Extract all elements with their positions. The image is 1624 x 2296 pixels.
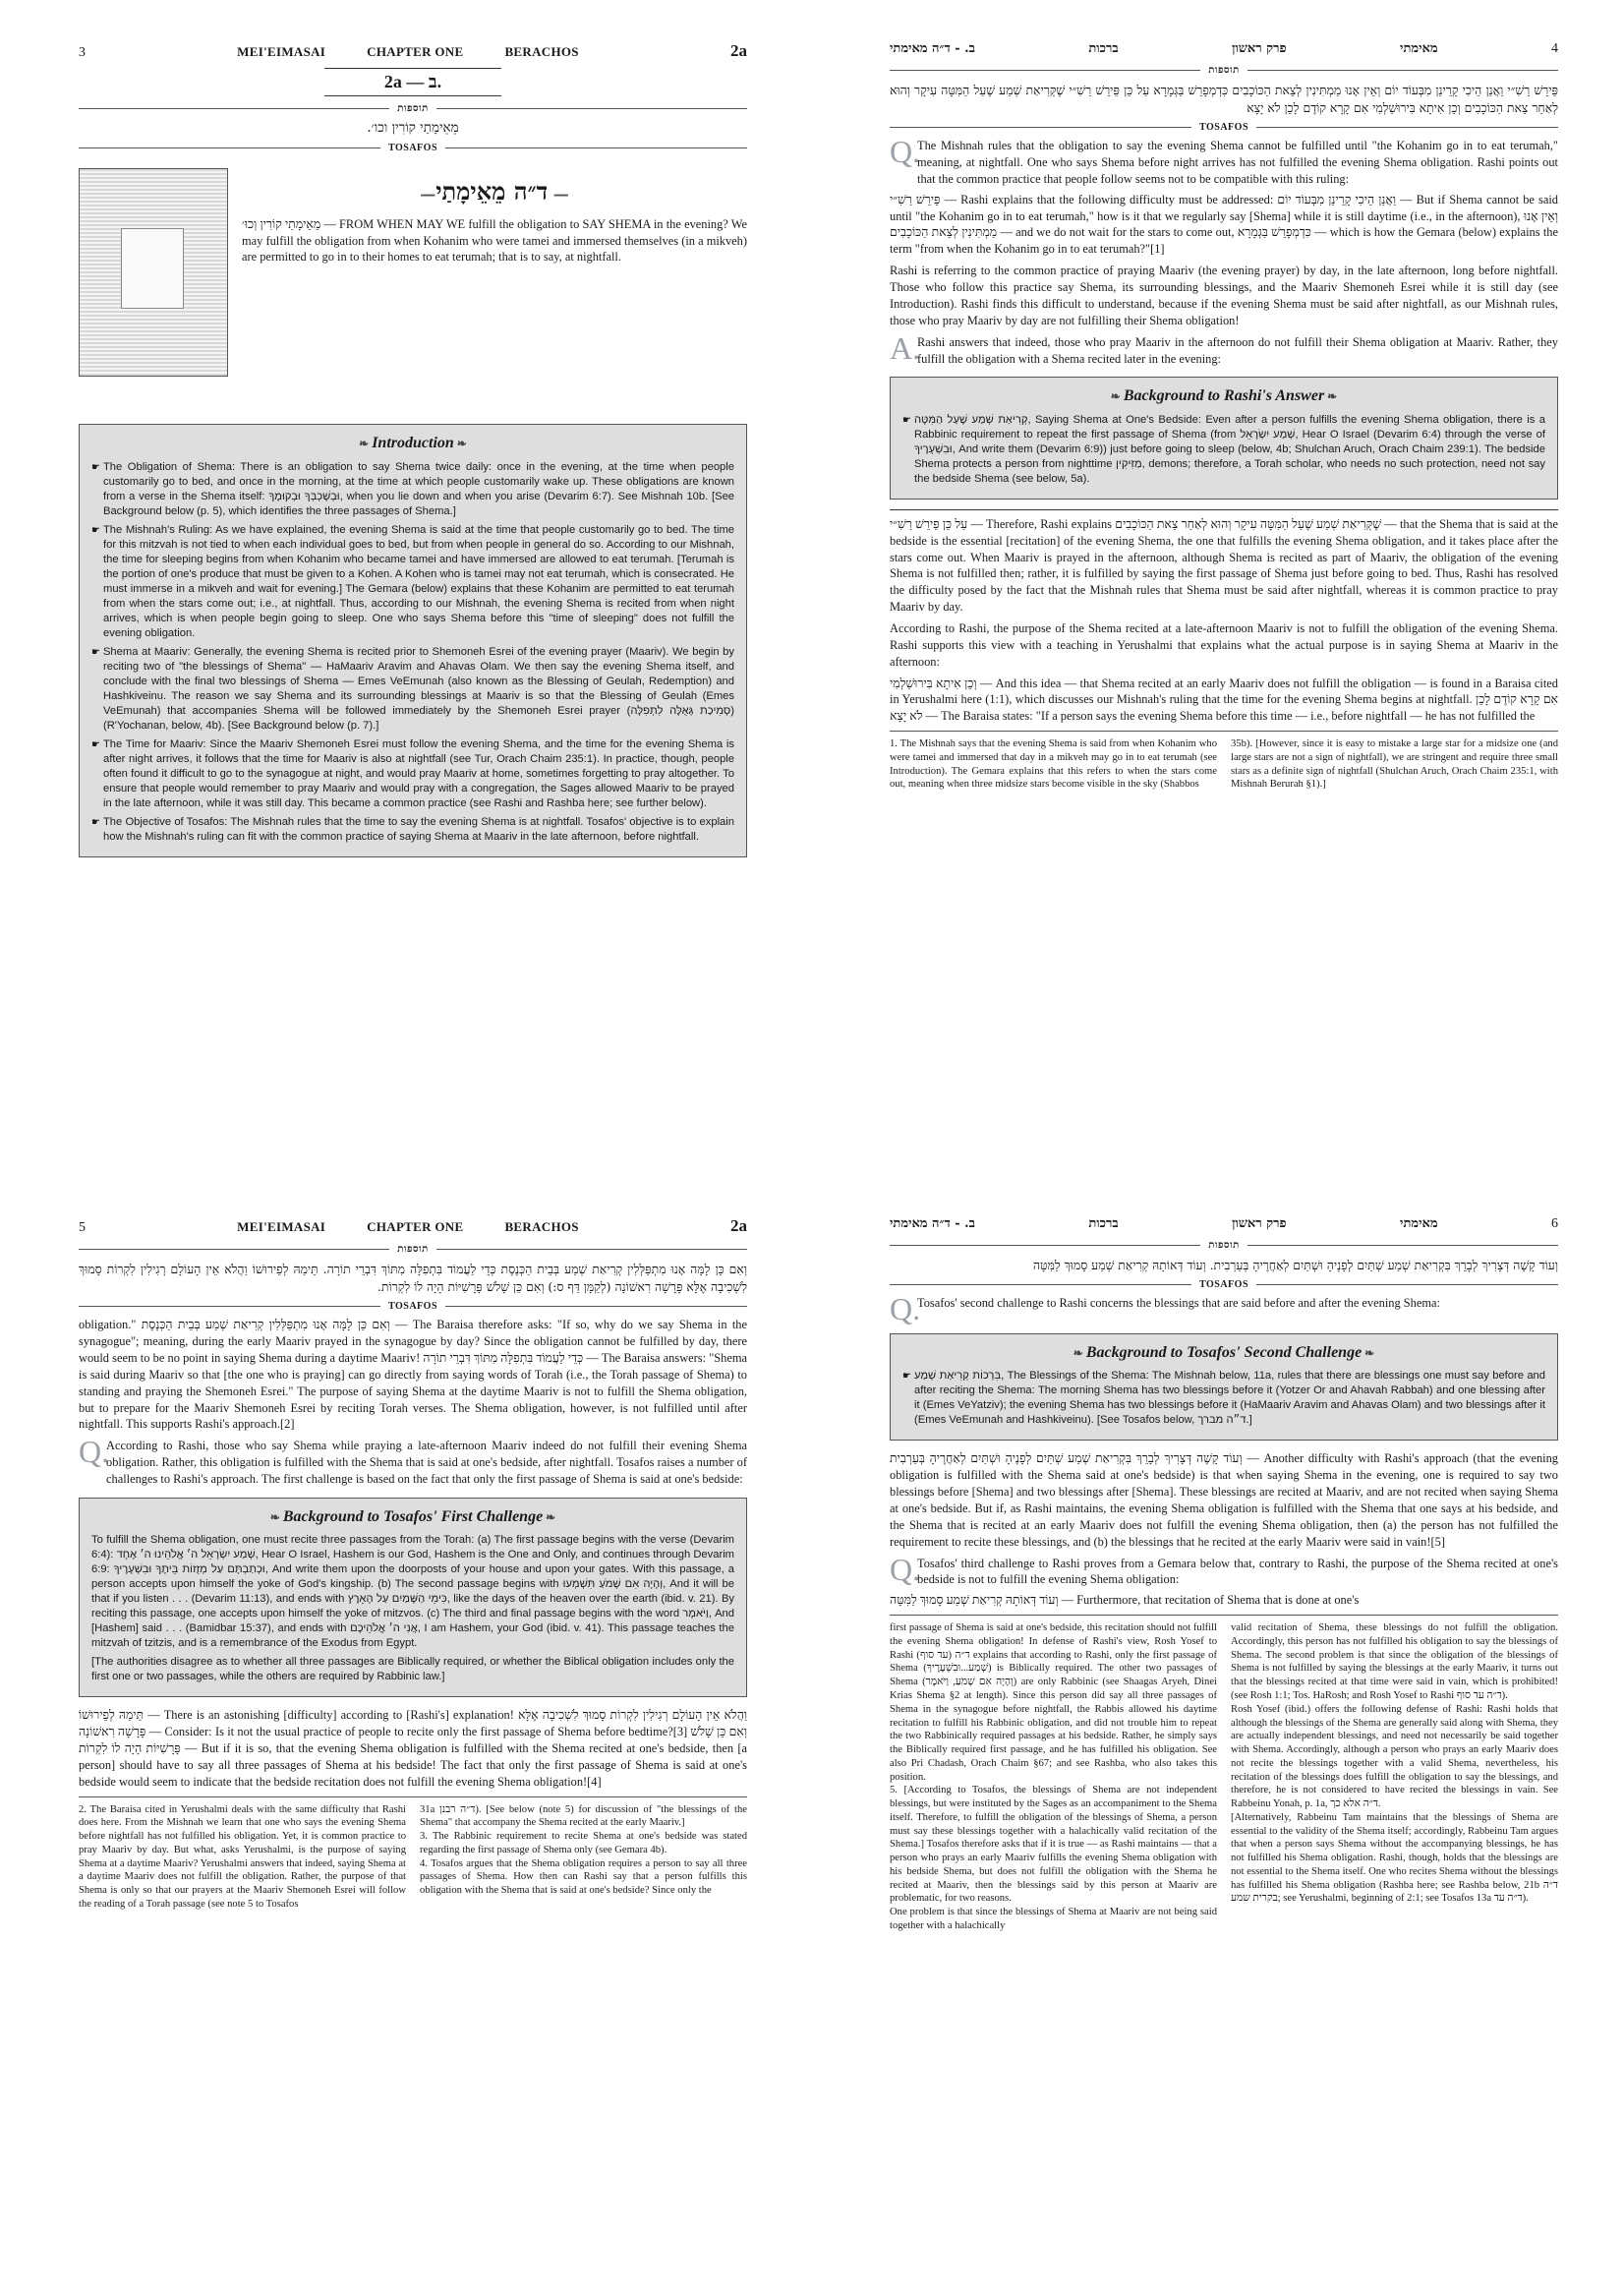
footnotes [890, 731, 1558, 795]
intro-item: ☛ The Objective of Tosafos: The Mishnah rules that the time to say the evening Shema is at nightfall. Tosafos' objective is to explain how the Mishnah's ruling can fit with the common practice of saying Shema at Maariv in the late afternoon, before nightfall. [91, 815, 734, 843]
page-3 [79, 39, 747, 1121]
background-box [890, 377, 1558, 499]
commentary-paragraph: According to Rashi, the purpose of the Shema recited at a late-afternoon Maariv is not to fulfill the obligation of the evening Shema. Rashi supports this view with a teaching in Yerushalmi that explains what the actual purpose is in saying Shema at Maariv in the afternoon: [890, 620, 1558, 669]
intro-item: ☛ The Mishnah's Ruling: As we have explained, the evening Shema is said at the time that people customarily go to bed. The time for this mitzvah is not tied to when each individual goes to bed, but from when people in general do so. According to our Mishnah, the time for sleeping begins from when Kohanim who became tamei and have immersed are allowed to eat terumah. [Terumah is the portion of one's produce that must be given to a Kohen. A Kohen who is tamei may not eat terumah, which is consecrated. He must immerse in a mikveh and wait for evening.] The Gemara (below) explains that these Kohanim are permitted to eat terumah from when the stars come out; i.e., at nightfall. Thus, according to our Mishnah, the evening Shema is recited from when night arrives, which is when people begin going to sleep. One who says Shema before this "time of sleeping" does not fulfill the evening obligation. [91, 523, 734, 639]
divider [890, 509, 1558, 510]
footnote: 2. The Baraisa cited in Yerushalmi deals with the same difficulty that Rashi does here. From the Mishnah we learn that one who says the evening Shema before nightfall has not fulfilled his obligation. Yet, it is common practice to pray Maariv by day. But what, asks Yerushalmi, is the purpose of saying Shema at a daytime Maariv? Yerushalmi answers that indeed, saying Shema at a daytime Maariv does not fulfill the obligation. Rather, the purpose of that Shema is only so that our prayers at the Maariv Shemoneh Esrei will follow the reading of a Torah passage (see note 5 to Tosafos [79, 1803, 406, 1910]
page-4 [890, 39, 1558, 1121]
header-title: מאימתי [1400, 41, 1438, 56]
header-amud: 2a [729, 1216, 747, 1235]
page-number: 6 [1551, 1216, 1558, 1231]
pointing-hand-icon: ☛ [91, 646, 100, 658]
question-block: Q. The Mishnah rules that the obligation to say the evening Shema cannot be fulfilled until "the Kohanim go in to eat terumah," meaning, at nightfall. One who says Shema before night arrives has not fulfilled the evening Shema obligation. Rashi points out that the common practice that people follow seems not to be compatible with this ruling: [890, 134, 1558, 186]
commentary-paragraph: תֵּימַהּ לְפֵירוּשׁוֹ — There is an astonishing [difficulty] according to [Rashi's] explanation! וַהֲלֹא אֵין הָעוֹלָם רְגִילִין לִקְרוֹת סָמוּךְ לִשְׁכִיבָה אֶלָּא פָּרָשָׁה רִאשׁוֹנָה — Consider: Is it not the usual practice of people to recite only the first passage of Shema before bedtime?[3] וְאִם כֵּן שָׁלֹשׁ פָּרָשִׁיּוֹת הָיָה לוֹ לִקְרוֹת — But if it is so, that the evening Shema obligation is fulfilled with the Shema recited at one's bedside, then [a person] should have to say all three passages of Shema at his bedside! The fact that only the first passage of Shema is said at one's bedside would seem to indicate that the bedside recitation does not fulfill the evening Shema obligation![4] [79, 1708, 747, 1789]
background-box [890, 1333, 1558, 1441]
tosafos-hebrew-text: וְאִם כֵּן לָמָּה אָנוּ מִתְפַּלְּלִין קְרִיאַת שְׁמַע בְּבֵית הַכְּנֶסֶת כְּדֵי לַעֲמוֹד בִּתְפִלָּה מִתּוֹךְ דִּבְרֵי תוֹרָה. תֵּימַהּ לְפֵירוּשׁוֹ וַהֲלֹא אֵין הָעוֹלָם רְגִילִין לִקְרוֹת סָמוּךְ לִשְׁכִיבָה אֶלָּא פָּרָשָׁה רִאשׁוֹנָה (לְקַמָּן דַּף ס:) וְאִם כֵּן שָׁלֹשׁ פָּרָשִׁיּוֹת הָיָה לוֹ לִקְרוֹת. [79, 1261, 747, 1294]
question-block: Q. According to Rashi, those who say Shema while praying a late-afternoon Maariv indeed do not fulfill their evening Shema obligation. Rather, this obligation is fulfilled with the Shema that is said at one's bedside, after nightfall. Tosafos raises a number of challenges to Rashi's approach. The first challenge is based on the fact that only the first passage of Shema is said at one's bedside: [79, 1434, 747, 1486]
dibbur-hamaschil-title: — ד״ה מֵאֵימָתַי — [242, 176, 747, 208]
background-title: ❧ Background to Rashi's Answer ❧ [902, 385, 1545, 406]
background-title: ❧ Background to Tosafos' Second Challenge ❧ [902, 1342, 1545, 1363]
page-number: 5 [79, 1220, 86, 1235]
pointing-hand-icon: ☛ [91, 461, 100, 473]
footnote: 31a ד״ה רבנן). [See below (note 5) for discussion of "the blessings of the Shema" that accompany the Shema recited at the early Maariv.] 3. The Rabbinic requirement to recite Shema at one's bedside was stated regarding the first passage of Shema only (see Gemara 4b). 4. Tosafos argues that the Shema obligation requires a person to say all three passages of Shema. How then can Rashi say that a person fulfills this obligation with the Shema that is said at one's bedside? Since only the [420, 1803, 747, 1897]
header-tractate: ברכות [1088, 1216, 1119, 1231]
tosafos-dibbur: מֵאֵימָתַי קוֹרִין וכו׳. [367, 120, 459, 137]
pointing-hand-icon: ☛ [902, 1371, 911, 1383]
pointing-hand-icon: ☛ [91, 524, 100, 536]
talmud-page-thumbnail [79, 168, 228, 377]
background-paragraph: To fulfill the Shema obligation, one must recite three passages from the Torah: (a) The first passage begins with the verse (Devarim 6:4): שְׁמַע יִשְׂרָאֵל ה׳ אֱלֹהֵינוּ ה׳ אֶחָד, Hear O Israel, Hashem is our God, Hashem is the One and Only, and continues through Devarim 6:9: וּכְתַבְתָּם עַל מְזֻזוֹת בֵּיתֶךָ וּבִשְׁעָרֶיךָ, And write them upon the doorposts of your house and upon your gates. With this passage, a person accepts upon himself the yoke of God's kingship. (b) The second passage begins with וְהָיָה אִם שָׁמֹעַ תִּשְׁמְעוּ, And it will be that if you listen . . . (Devarim 11:13), and ends with כִּימֵי הַשָּׁמַיִם עַל הָאָרֶץ, like the days of the heaven over the earth (ibid. v. 21). By reciting this passage, one accepts upon himself the yoke of mitzvos. (c) The third and final passage begins with the word וַיֹּאמֶר, And [Hashem] said . . . (Bamidbar 15:37), and ends with אֲנִי ה׳ אֱלֹהֵיכֶם, I am Hashem, your God (ibid. v. 41). This passage teaches the mitzvah of tzitzis, and is a remembrance of the Exodus from Egypt. [91, 1534, 735, 1650]
background-title: ❧ Background to Tosafos' First Challenge ❧ [91, 1506, 734, 1527]
dibbur-hamaschil-section [79, 168, 747, 377]
header-chapter: CHAPTER ONE [367, 1219, 464, 1234]
header-chapter: פרק ראשון [1232, 41, 1287, 56]
header-title: מאימתי [1400, 1216, 1438, 1231]
q-letter-icon: Q. [79, 1434, 110, 1470]
page-header [890, 1214, 1558, 1233]
footnotes [79, 1796, 747, 1915]
header-tractate: BERACHOS [504, 44, 579, 59]
header-chapter: CHAPTER ONE [367, 44, 464, 59]
tosafos-hebrew-text: פֵּירֵשׁ רַשִׁ״י וַאֲנַן הֵיכִי קָרֵינַן מִבְּעוֹד יוֹם וְאֵין אָנוּ מַמְתִּינִין לְצֵאת הַכּוֹכָבִים כִּדְמְפָרֵשׁ בַּגְּמָרָא עַל כֵּן פֵּירֵשׁ רַשִׁ״י שֶׁקְּרִיאַת שְׁמַע שֶׁעַל הַמִּטָּה עִיקָר וְהוּא לְאַחַר צֵאת הַכּוֹכָבִים וְכֵן אִיתָא בִּירוּשַׁלְמִי אִם קָרָא קוֹדֶם לָכֵן לֹא יָצָא [890, 82, 1558, 115]
background-paragraph: [The authorities disagree as to whether all three passages are Biblically required, or whether the Biblical obligation includes only the first one or two passages, while the others are required by Rabbinic law.] [91, 1656, 734, 1683]
commentary-paragraph: Rashi is referring to the common practice of praying Maariv (the evening prayer) by day, in the late afternoon, long before nightfall. Those who follow this practice say Shema, its surrounding blessings, and the Maariv Shemoneh Esrei while it is still day (see Introduction). Rashi finds this difficult to understand, because if the evening Shema must be said after nightfall, as our Mishnah rules, those who pray Maariv by day are not fulfilling their Shema obligation! [890, 264, 1558, 327]
pointing-hand-icon: ☛ [902, 414, 911, 426]
footnote: 1. The Mishnah says that the evening Shema is said from when Kohanim who were tamei and immersed that day in a mikveh may go in to eat terumah (see Introduction). The Gemara explains that this refers to when the stars come out, meaning when three midsize stars become visible in the sky (Shabbos [890, 738, 1217, 791]
dibbur-hamaschil-text: מֵאֵימָתַי קוֹרִין וְכוּ׳ — FROM WHEN MAY WE fulfill the obligation to SAY SHEMA in the evening? We may fulfill the obligation from when Kohanim who were tamei and immersed themselves (in a mikveh) are permitted to go in to their homes to eat terumah; that is to say, at nightfall. [242, 216, 747, 265]
page-number: 4 [1551, 41, 1558, 56]
tosafos-heb-label: תוספות [890, 64, 1558, 78]
commentary-paragraph: עַל כֵּן פֵּירֵשׁ רַשִׁ״י — Therefore, Rashi explains שֶׁקְּרִיאַת שְׁמַע שֶׁעַל הַמִּטָּה עִיקָר וְהוּא לְאַחַר צֵאת הַכּוֹכָבִים — that the Shema that is said at the bedside is the essential [recitation] of the evening Shema, the one that fulfills the evening Shema obligation, and it takes place after the stars come out. When Maariv is prayed in the afternoon, although Shema is recited as part of Maariv, the obligation of the evening Shema is not fulfilled then; rather, it is fulfilled by saying the first passage of Shema just before going to bed. Thus, Rashi has resolved the difficulty posed by the fact that the Mishnah rules that Shema must be said after nightfall, whereas it is common practice to pray Maariv by day. [890, 516, 1558, 615]
intro-item: ☛ Shema at Maariv: Generally, the evening Shema is recited prior to Shemoneh Esrei of the evening prayer (Maariv). We begin by reciting two of "the blessings of Shema" — HaMaariv Aravim and Ahavas Olam. We then say the evening Shema itself, and conclude with the final two blessings of Shema — Emes VeEmunah (also known as the Blessing of Geulah, Redemption) and Hashkiveinu. The reason we say Shema and its surrounding blessings at Maariv is so that the Blessing of Geulah (Emes VeEmunah) that accompanies Shema will be followed immediately by the Shemoneh Esrei prayer (סְמִיכַת גְּאֻלָּה לִתְפִלָּה) (R'Yochanan, below, 4b). [See Background below (p. 7).] [91, 645, 734, 732]
commentary-paragraph: פֵּירֵשׁ רַשִׁ״י — Rashi explains that the following difficulty must be addressed: וַאֲנַן הֵיכִי קָרֵינַן מִבְּעוֹד יוֹם — But if Shema cannot be said until "the Kohanim go in to eat terumah," how is it that we regularly say [Shema] while it is still daytime (i.e., in the afternoon), וְאֵין אָנוּ מַמְתִּינִין לְצֵאת הַכּוֹכָבִים — and we do not wait for the stars to come out, כִּדְמְפָרֵשׁ בַּגְּמָרָא — which is how the Gemara (below) explains the term "from when the Kohanim go in to eat terumah?"[1] [890, 192, 1558, 257]
header-chapter: פרק ראשון [1232, 1216, 1287, 1231]
commentary-paragraph: וְעוֹד קָשֶׁה דְּצָרִיךְ לְבָרֵךְ בִּקְרִיאַת שְׁמַע שְׁתַּיִם לְפָנֶיהָ וּשְׁתַּיִם לְאַחֲרֶיהָ בְּעַרְבִית — Another difficulty with Rashi's approach (that the evening obligation is fulfilled with the Shema said at one's bedside) is that when saying Shema in the evening, one is required to say two blessings before [Shema] and two blessings after [Shema]. These blessings are recited at Maariv, and are not recited when saying Shema at one's bedside. But if, as Rashi maintains, the evening Shema obligation is fulfilled with the Shema that one says at his bedside, and the Shema that is recited at an early Maariv does not fulfill the evening Shema obligation, then (a) the person has not fulfilled the requirement to recite these blessings, and (b) the blessings that he recited at the early Maariv were said in vain![5] [890, 1451, 1558, 1549]
intro-item: ☛ The Obligation of Shema: There is an obligation to say Shema twice daily: once in the evening, at the time when people customarily go to bed, and once in the morning, at the time at which people customarily wake up. These obligations are known from a verse in the Shema itself: וּבְשָׁכְבְּךָ וּבְקוּמֶךָ, when you lie down and when you arise (Devarim 6:7). See Mishnah 10b. [See Background below (p. 5), which identifies the three passages of Shema.] [91, 460, 735, 517]
footnote: valid recitation of Shema, these blessings do not fulfill the obligation. Accordingly, this person has not fulfilled his obligation to say the blessings of Shema. The second problem is that since the obligation of the blessings of Shema is not fulfilled by saying the blessings at the early Maariv, it turns out that the blessings recited at that time were said in vain, which is prohibited! (see Rosh 1:1; Tos. HaRosh; and Rosh Yosef to Rashi ד״ה עד סוף). Rosh Yosef (ibid.) offers the following defense of Rashi: Rashi holds that although the blessings of the Shema are generally said along with Shema, they are actually independent blessings, and need not necessarily be said together with Shema. Accordingly, although a person who prays an early Maariv does not recite the blessings together with a valid Shema, nevertheless, his recitation of the blessings does fulfill the obligation to say the blessings, and therefore, he is not considered to have recited the blessings in vain. See Rabbeinu Yonah, p. 1a, ד״ה אלא כך. [Alternatively, Rabbeinu Tam maintains that the blessings of Shema are essential to the validity of the Shema itself; accordingly, Rabbeinu Tam argues that when a person says Shema without the accompanying blessings, he has not fulfilled his Shema obligation. Rashi, though, holds that the blessings are not essential to the Shema itself. One who recites Shema without the blessings has fulfilled his Shema obligation (Rashba here; see Rashba below, 21b ד״ה בקרית שמע; see Yerushalmi, beginning of 2:1; see Tosafos 13a ד״ה עד). [1231, 1622, 1558, 1905]
question-block: Q. Tosafos' third challenge to Rashi proves from a Gemara below that, contrary to Rashi, the purpose of the Shema recited at one's bedside is not to fulfill the evening Shema obligation: [890, 1551, 1558, 1587]
tosafos-heb-label: תוספות [890, 1239, 1558, 1253]
header-title: MEI'EIMASAI [237, 44, 326, 59]
header-amud: 2a [729, 41, 747, 60]
page-6 [890, 1214, 1558, 2296]
pointing-hand-icon: ☛ [91, 816, 100, 828]
introduction-box [79, 424, 747, 856]
q-letter-icon: Q. [890, 1291, 921, 1327]
page-5 [79, 1214, 747, 2296]
background-box [79, 1498, 747, 1697]
tosafos-en-label: TOSAFOS [79, 142, 747, 155]
header-dibbur: ב. - ד״ה מאימתי [890, 1216, 975, 1231]
commentary-paragraph: וְכֵן אִיתָא בִּירוּשַׁלְמִי — And this idea — that Shema recited at an early Maariv does not fulfill the obligation — is found in a Baraisa cited in Yerushalmi here (1:1), which discusses our Mishnah's ruling that the time for the evening Shema begins at nightfall. אִם קָרָא קוֹדֶם לָכֵן לֹא יָצָא — The Baraisa states: "If a person says the evening Shema before this time — i.e., before nightfall — he has not fulfilled the [890, 676, 1558, 724]
a-letter-icon: A. [890, 329, 921, 366]
introduction-title: ❧ Introduction ❧ [91, 433, 734, 453]
q-letter-icon: Q. [890, 1551, 921, 1587]
tosafos-en-label: TOSAFOS [79, 1300, 747, 1314]
amud-label: 2a — ב. [324, 68, 501, 95]
footnote: first passage of Shema is said at one's bedside, this recitation should not fulfill the evening Shema obligation! In defense of Rashi's view, Rosh Yosef to Rashi ד״ה (עד סוף) explains that according to Rashi, only the first passage of Shema (שְׁמַע...וּבִשְׁעָרֶיךָ) is Biblically required. The other two passages of Shema (וְהָיָה אִם שָׁמֹעַ, וַיֹּאמֶר) are only Rabbinic (see Shaagas Aryeh, Dinei Krias Shema §2 at length). Since this person did say all three passages of Shema in the synagogue before nightfall, the Rabbis allowed his daytime recitation to fulfill his Rabbinic obligation, and did not trouble him to repeat the two Rabbinically required passages at his bedside. Rather, he simply says the Biblically required first passage, and he has fulfilled his obligation. See also Pri Chadash, Orach Chaim §67; and see Rashba, who also takes this position. 5. [According to Tosafos, the blessings of Shema are not independent blessings, but were instituted by the Sages as an accompaniment to the Shema itself. Therefore, to fulfill the obligation of the blessings of Shema, a person must say these blessings together with a halachically valid recitation of the Shema.] Tosafos therefore asks that if it is true — as Rashi maintains — that a person who prays an early Maariv fulfills the evening Shema obligation with his bedside Shema, but does not fulfill the obligation with the Shema he recited at Maariv, then the blessings said by this person at Maariv are problematic, for two reasons. One problem is that since the blessings of Shema at Maariv are not being said together with a halachically [890, 1622, 1217, 1932]
header-tractate: BERACHOS [504, 1219, 579, 1234]
tosafos-heb-label: תוספות [79, 102, 747, 116]
header-tractate: ברכות [1088, 41, 1119, 56]
page-header [79, 39, 747, 62]
footnotes [890, 1615, 1558, 1937]
tosafos-en-label: TOSAFOS [890, 1278, 1558, 1292]
q-letter-icon: Q. [890, 134, 921, 170]
background-item: ☛ בִּרְכוֹת קְרִיאַת שְׁמַע, The Blessings of the Shema: The Mishnah below, 11a, rules that there are blessings one must say before and after reciting the Shema: The morning Shema has two blessings before it (Yotzer Or and Ahavah Rabbah) and one blessing after it (Emes VeYatziv); the evening Shema has two blessings before it (HaMaariv Aravim and Ahavas Olam) and two blessings after it (Emes VeEmunah and Hashkiveinu). [See Tosafos below, ד״ה מברך.] [902, 1370, 1545, 1427]
header-dibbur: ב. - ד״ה מאימתי [890, 41, 975, 56]
commentary-paragraph: וְעוֹד דְּאוֹתָהּ קְרִיאַת שְׁמַע סָמוּךְ לַמִּטָּה — Furthermore, that recitation of Shema that is done at one's [890, 1593, 1360, 1608]
answer-block: A. Rashi answers that indeed, those who pray Maariv in the afternoon do not fulfill their Shema obligation at Maariv. Rather, they fulfill the obligation with a Shema recited later in the evening: [890, 329, 1558, 366]
tosafos-en-label: TOSAFOS [890, 121, 1558, 135]
tosafos-heb-label: תוספות [79, 1243, 747, 1257]
page-header [890, 39, 1558, 58]
pointing-hand-icon: ☛ [91, 738, 100, 750]
question-block: Q. Tosafos' second challenge to Rashi concerns the blessings that are said before and after the evening Shema: [890, 1291, 1440, 1327]
intro-item: ☛ The Time for Maariv: Since the Maariv Shemoneh Esrei must follow the evening Shema, and the time for the evening Shema is after night arrives, it follows that the time for Maariv is also at nightfall (see Tur, Orach Chaim 235:1). In practice, though, people often found it difficult to go to the synagogue at night, and would pray Maariv at home, sometimes forgetting to pray altogether. To ensure that people would remember to pray Maariv and would pray with a congregation, the Sages allowed Maariv to be prayed in the late afternoon, while it was still day. This became a common practice (see Rashi and Rashba here; see further below). [91, 737, 734, 809]
header-title: MEI'EIMASAI [237, 1219, 326, 1234]
commentary-paragraph: obligation." וְאִם כֵּן לָמָּה אָנוּ מִתְפַּלְּלִין קְרִיאַת שְׁמַע בְּבֵית הַכְּנֶסֶת — The Baraisa therefore asks: "If so, why do we say Shema in the synagogue"; meaning, during the early Maariv prayed in the synagogue by day? Since the obligation cannot be fulfilled by day, there would seem to be no point in saying Shema during a daytime Maariv! כְּדֵי לַעֲמוֹד בִּתְפִלָּה מִתּוֹךְ דִּבְרֵי תוֹרָה — The Baraisa answers: "Shema is said during Maariv so that [the one who is praying] can go directly from saying words of Torah (i.e., the Torah passage of Shema) to standing and praying the Shemoneh Esrei." The purpose of saying Shema at the daytime Maariv is not to fulfill the Shema obligation, but to prepare for the Maariv Shemoneh Esrei by reciting Torah verses. The Shema obligation, however, is not fulfilled until after nightfall. This supports Rashi's approach.[2] [79, 1318, 747, 1432]
tosafos-hebrew-text: וְעוֹד קָשֶׁה דְּצָרִיךְ לְבָרֵךְ בִּקְרִיאַת שְׁמַע שְׁתַּיִם לְפָנֶיהָ וּשְׁתַּיִם לְאַחֲרֶיהָ בְּעַרְבִית. וְעוֹד דְּאוֹתָהּ קְרִיאַת שְׁמַע סָמוּךְ לַמִּטָּה [1032, 1257, 1558, 1272]
background-item: ☛ קְרִיאַת שְׁמַע שֶׁעַל הַמִּטָּה, Saying Shema at One's Bedside: Even after a person fulfills the evening Shema obligation, there is a Rabbinic requirement to repeat the first passage of Shema (from שְׁמַע יִשְׂרָאֵל, Hear O Israel (Devarim 6:4) through the verse of וּבִשְׁעָרֶיךָ, And write them (Devarim 6:9)) just before going to sleep (below, 4b; Shulchan Aruch, Orach Chaim 239:1). The bedside Shema protects a person from nighttime מַזִּיקִין, demons; therefore, a Torah scholar, who needs no such protection, need not say the bedside Shema (see below, 5a). [902, 413, 1546, 485]
page-header [79, 1214, 747, 1237]
page-number: 3 [79, 45, 86, 60]
footnote: 35b). [However, since it is easy to mistake a large star for a midsize one (and large stars are not a sign of nightfall), we are stringent and require three small stars as a definite sign of nightfall (Shulchan Aruch, Orach Chaim 235:1, with Mishnah Berurah §1).] [1231, 738, 1558, 791]
